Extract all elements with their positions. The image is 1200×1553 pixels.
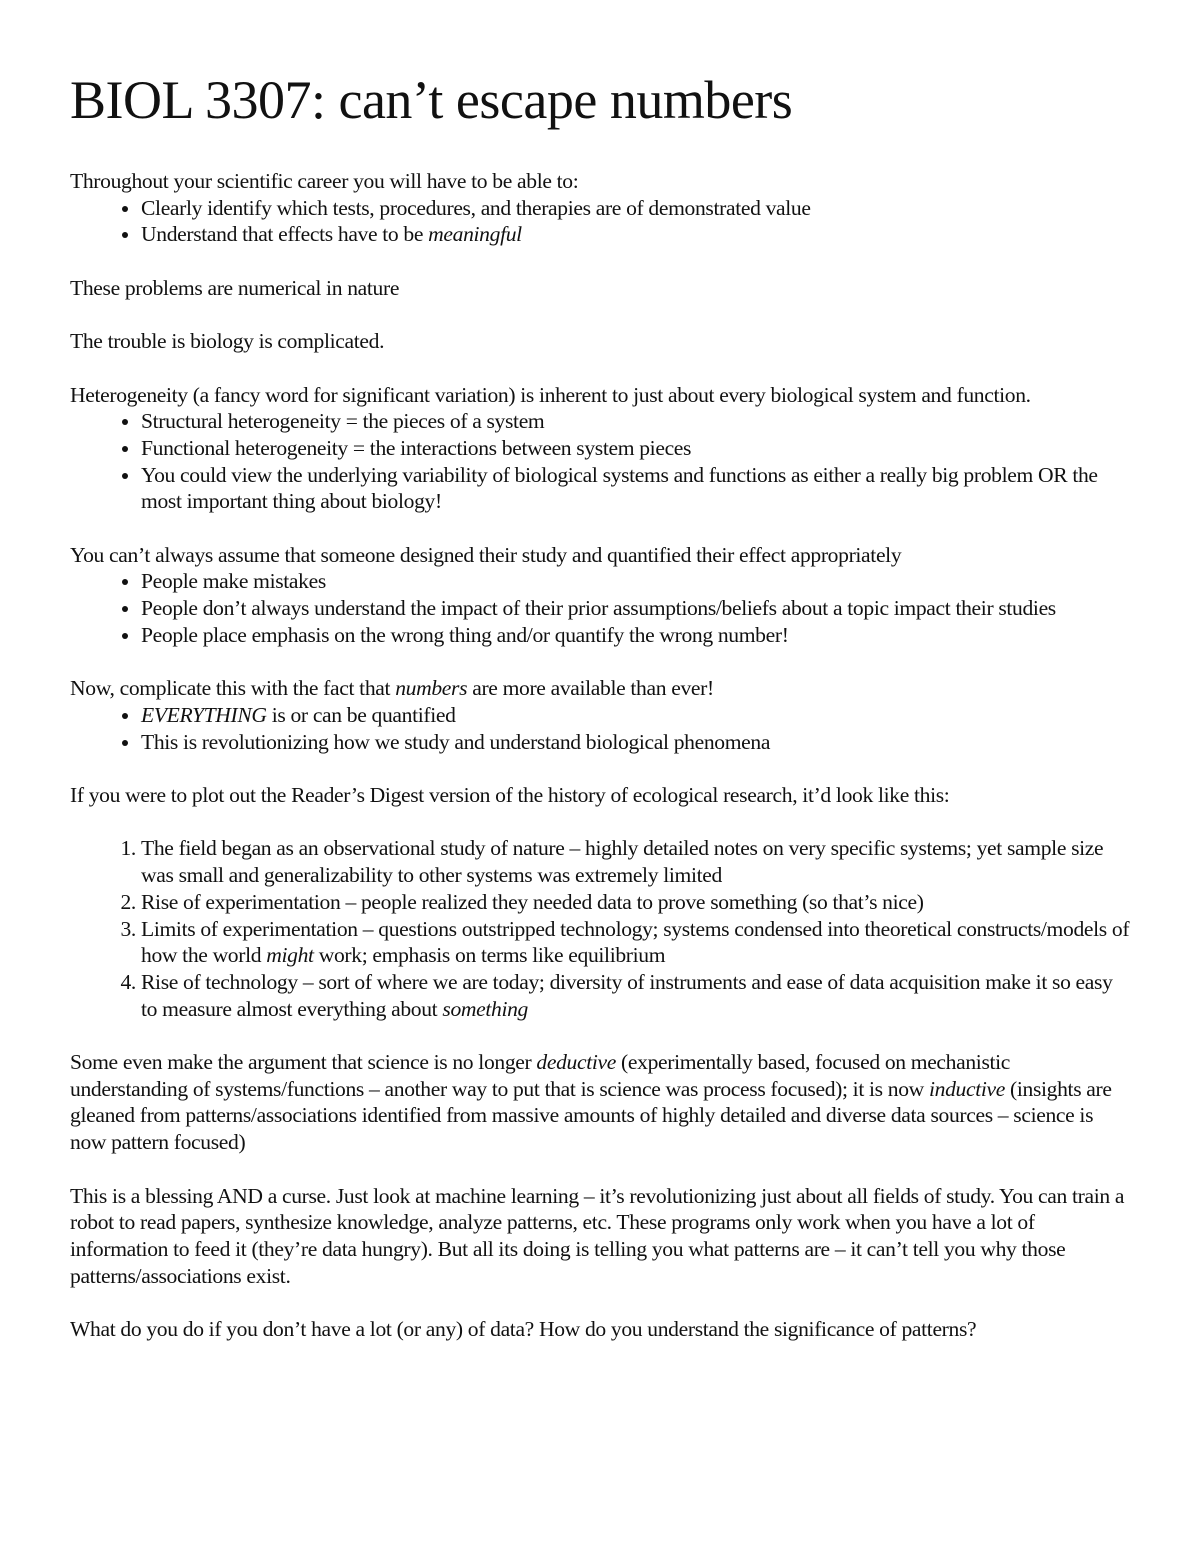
quantified-list bbox=[70, 702, 1130, 755]
list-item: • This is revolutionizing how we study and understand biological phenomena bbox=[141, 729, 1130, 756]
document-page bbox=[70, 70, 1130, 1343]
heterogeneity-list bbox=[70, 408, 1130, 515]
assumption-paragraph: You can’t always assume that someone designed their study and quantified their effect appropriately bbox=[70, 542, 902, 567]
list-item bbox=[141, 916, 1130, 969]
text-run: Rise of technology – sort of where we are today; diversity of instruments and ease of data acquisition make it so easy to measure almost everything about bbox=[141, 969, 1113, 1021]
emphasis: something bbox=[442, 996, 529, 1021]
text-run: Limits of experimentation – questions outstripped technology; systems condensed into theoretical constructs/models of how the world bbox=[141, 916, 1130, 968]
closing-paragraph: What do you do if you don’t have a lot (or any) of data? How do you understand the significance of patterns? bbox=[70, 1317, 977, 1342]
list-item: • Structural heterogeneity = the pieces of a system bbox=[141, 408, 1130, 435]
list-item bbox=[141, 969, 1130, 1022]
skills-list bbox=[70, 195, 1130, 248]
text-run: is or can be quantified bbox=[266, 702, 456, 727]
document-body bbox=[70, 168, 1130, 1343]
page-title: BIOL 3307: can’t escape numbers bbox=[70, 70, 793, 130]
machine-learning-paragraph: This is a blessing AND a curse. Just look at machine learning – it’s revolutionizing just about all fields of study. You can train a robot to read papers, synthesize knowledge, analyze patterns, etc. These programs only work when you have a lot of information to feed it (they’re data hungry). But all its doing is telling you what patterns are – it can’t tell you why those patterns/associations exist. bbox=[70, 1183, 1125, 1288]
history-paragraph: If you were to plot out the Reader’s Digest version of the history of ecological research, it’d look like this: bbox=[70, 783, 950, 808]
list-item: • You could view the underlying variability of biological systems and functions as either a really big problem OR the most important thing about biology! bbox=[141, 462, 1130, 515]
emphasis: deductive bbox=[536, 1050, 616, 1075]
emphasis: might bbox=[266, 943, 314, 968]
paragraph: These problems are numerical in nature bbox=[70, 275, 400, 300]
text-run: (insights are gleaned from patterns/associations identified from massive amounts of highly detailed and diverse data sources – science is now pattern focused) bbox=[70, 1076, 1112, 1155]
deductive-paragraph bbox=[70, 1049, 1130, 1156]
text-run: work; emphasis on terms like equilibrium bbox=[313, 943, 666, 968]
text-run: Understand that effects have to be bbox=[141, 222, 429, 247]
paragraph: The trouble is biology is complicated. bbox=[70, 329, 385, 354]
list-item bbox=[141, 221, 1130, 248]
mistakes-list bbox=[70, 568, 1130, 648]
emphasis: EVERYTHING bbox=[141, 702, 267, 727]
history-list bbox=[70, 835, 1130, 1022]
list-item: 1. The field began as an observational study of nature – highly detailed notes on very specific systems; yet sample size was small and generalizability to other systems was extremely limited bbox=[141, 835, 1130, 888]
emphasis: inductive bbox=[928, 1076, 1005, 1101]
list-item: 2. Rise of experimentation – people realized they needed data to prove something (so that’s nice) bbox=[141, 889, 1130, 916]
text-run: are more available than ever! bbox=[467, 676, 714, 701]
list-item: • Clearly identify which tests, procedures, and therapies are of demonstrated value bbox=[141, 195, 1130, 222]
text-run: Now, complicate this with the fact that bbox=[70, 676, 396, 701]
intro-paragraph: Throughout your scientific career you will have to be able to: bbox=[70, 169, 579, 193]
heterogeneity-paragraph: Heterogeneity (a fancy word for significant variation) is inherent to just about every biological system and function. bbox=[70, 382, 1031, 407]
list-item: • People place emphasis on the wrong thing and/or quantify the wrong number! bbox=[141, 622, 1130, 649]
text-run: (experimentally based, focused on mechanistic understanding of systems/functions – another way to put that is science was process focused); it is now bbox=[70, 1050, 1011, 1101]
list-item: • Functional heterogeneity = the interactions between system pieces bbox=[141, 435, 1130, 462]
list-item: • People don’t always understand the impact of their prior assumptions/beliefs about a topic impact their studies bbox=[141, 595, 1130, 622]
numbers-paragraph bbox=[70, 675, 1130, 702]
list-item bbox=[141, 702, 1130, 729]
emphasis: numbers bbox=[395, 676, 468, 701]
emphasis: meaningful bbox=[428, 222, 522, 247]
list-item: • People make mistakes bbox=[141, 568, 1130, 595]
text-run: Some even make the argument that science is no longer bbox=[70, 1050, 537, 1075]
